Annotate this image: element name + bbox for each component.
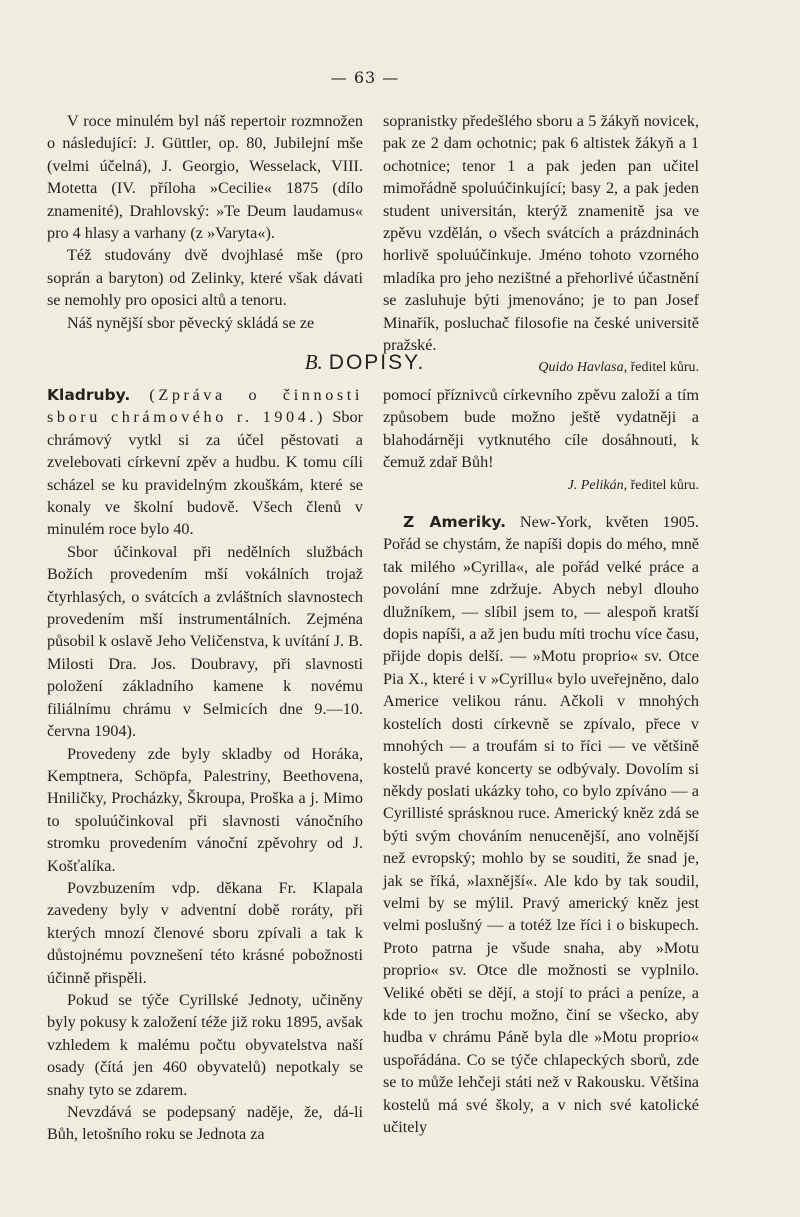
signature-role: ředitel kůru. bbox=[630, 360, 699, 376]
paragraph: Pokud se týče Cyrillské Jednoty, učiněny byly pokusy k založení téže již roku 1895, avšak vzhledem k malému počtu obyvatelstva naší osady (čítá jen 460 obyvatelů) nepotkaly se snahy tyto se zdarem. bbox=[47, 990, 363, 1099]
paragraph: Nevzdává se podepsaný naděje, že, dá-li Bůh, letošního roku se Jednota za bbox=[47, 1103, 363, 1144]
amerika-letter bbox=[383, 511, 699, 1138]
section-heading bbox=[0, 350, 730, 375]
right-column-letters bbox=[383, 384, 699, 1138]
signature-name: J. Pelikán, bbox=[567, 477, 628, 493]
page-number: — 63 — bbox=[330, 68, 400, 87]
paragraph: pomocí příznivců církevního zpěvu založí a tím způsobem bude možno ještě vydatněji a blahodárněji vytknutého cíle dosáhnouti, k čemuž zdař Bůh! bbox=[383, 386, 699, 472]
paragraph: sopranistky předešlého sboru a 5 žákyň novicek, pak ze 2 dam ochotnic; pak 6 altistek žákyň a 1 ochotnice; tenor 1 a pak jeden pan učitel mimořádně spoluúčinkující; basy 2, a pak jeden student universitán, kterýž znamenitě jsa ve zpěvu vzdělán, o všech svátcích a prázdninách horlivě spoluúčinkuje. Jméno tohoto vzorného mladíka pro jeho nezištné a přehorlivé účastnění se zasluhuje býti jmenováno; je to pan Josef Minařík, posluchač filosofie na české universitě pražské. bbox=[383, 112, 699, 355]
paragraph: Povzbuzením vdp. děkana Fr. Klapala zavedeny byly v adventní době roráty, při kterých mnozí členové sboru zpívali a tak k důstojnému povznešení této krásné pobožnosti účinně přispěli. bbox=[47, 878, 363, 987]
left-column-kladruby bbox=[47, 384, 363, 1146]
paragraph: Sbor účinkoval při nedělních službách Božích provedením mší vokálních trojaž čtyrhlasých, o svátcích a zvláštních slavnostech provedením mší instrumentálních. Zejména působil k oslavě Jeho Veličenstva, k uvítání J. B. Milosti Dra. Jos. Doubravy, při slavnosti položení základního kamene k novému filiálnímu chrámu v Selmicích dne 9.—10. června 1904). bbox=[47, 542, 363, 741]
right-column-top bbox=[383, 110, 699, 380]
paragraph: Provedeny zde byly skladby od Horáka, Kemptnera, Schöpfa, Palestriny, Beethovena, Hniličky, Procházky, Škroupa, Proška a j. Mimo to spoluúčinkoval při slavnosti vánočního stromku provedením vánoční zpěvohry od J. Košťalíka. bbox=[47, 744, 363, 875]
report-title: (Zpráva o činnosti sboru chrámového r. 1904.) bbox=[47, 386, 363, 427]
left-column-top bbox=[47, 110, 363, 334]
paragraph: V roce minulém byl náš repertoir rozmnožen o následující: J. Güttler, op. 80, Jubilejní mše (velmi účelná), J. Georgio, Wesselack, VIII. Motetta (IV. příloha »Cecilie« 1875 (dílo znamenité), Drahlovský: »Te Deum laudamus« pro 4 hlasy a varhany (z »Varyta«). bbox=[47, 112, 363, 243]
paragraph-rest: Sbor chrámový vytkl si za účel pěstovati a zvelebovati církevní zpěv a hudbu. K tomu cíli scházel se ku pravidelným zkouškám, které se konaly ve školní budově. Všech členů v minulém roce bylo 40. bbox=[47, 408, 364, 539]
letter-text: New-York, květen 1905. Pořád se chystám, že napíši dopis do mého, mně tak milého »Cyrilla«, ale pořád velké práce a povolání mne zdržuje. Abych nebyl dlouho dlužníkem, — slíbil jsem to, — alespoň kratší dopis napíši, a až jen budu míti trochu více času, přijde dopis delší. — »Motu proprio« sv. Otce Pia X., které i v »Cyrillu« bylo uveřejněno, dalo Americe velikou ránu. Ačkoli v mnohých kostelích dosti církevně se zpívalo, přece v mnohých — a troufám si to říci — ve většině kostelů pravé koncerty se odbývaly. Dovolím si někdy poslati ukázky toho, co bylo zpíváno — a Cyrillisté sprásknou ruce. Americký kněz zdá se býti svým chováním nenucenější, ano volnější než evropský; mohlo by se souditi, že snad je, jak se říká, »laxnější«. Ale kdo by tak soudil, velmi by se mýlil. Pravý americký kněz jest velmi poslušný — a totéž lze říci i o biskupech. Proto patrna je všude snaha, aby »Motu proprio« sv. Otce dle možnosti se vyplnilo. Veliké oběti se dějí, a stojí to práci a peníze, a kde to jen trochu možno, činí se všecko, aby hudba v chrámu Páně byla dle »Motu proprio« uspořádána. Co se týče chlapeckých sborů, zde se to může lehčeji státi než v Rakousku. Většina kostelů má své školy, a v nich své katolické učitely bbox=[383, 513, 699, 1136]
signature bbox=[383, 475, 699, 497]
signature-role: ředitel kůru. bbox=[630, 477, 699, 493]
section-title: DOPISY. bbox=[328, 351, 426, 374]
place-name: Z Ameriky. bbox=[403, 513, 506, 532]
section-letter: B. bbox=[304, 350, 323, 374]
place-name: Kladruby. bbox=[47, 386, 131, 404]
kladruby-intro bbox=[47, 384, 363, 541]
paragraph: Náš nynější sbor pěvecký skládá se ze bbox=[67, 313, 315, 332]
signature-name: Quido Havlasa, bbox=[538, 360, 628, 376]
paragraph: Též studovány dvě dvojhlasé mše (pro soprán a baryton) od Zelinky, které však dávati se nemohly pro oposici altů a tenoru. bbox=[47, 246, 363, 310]
